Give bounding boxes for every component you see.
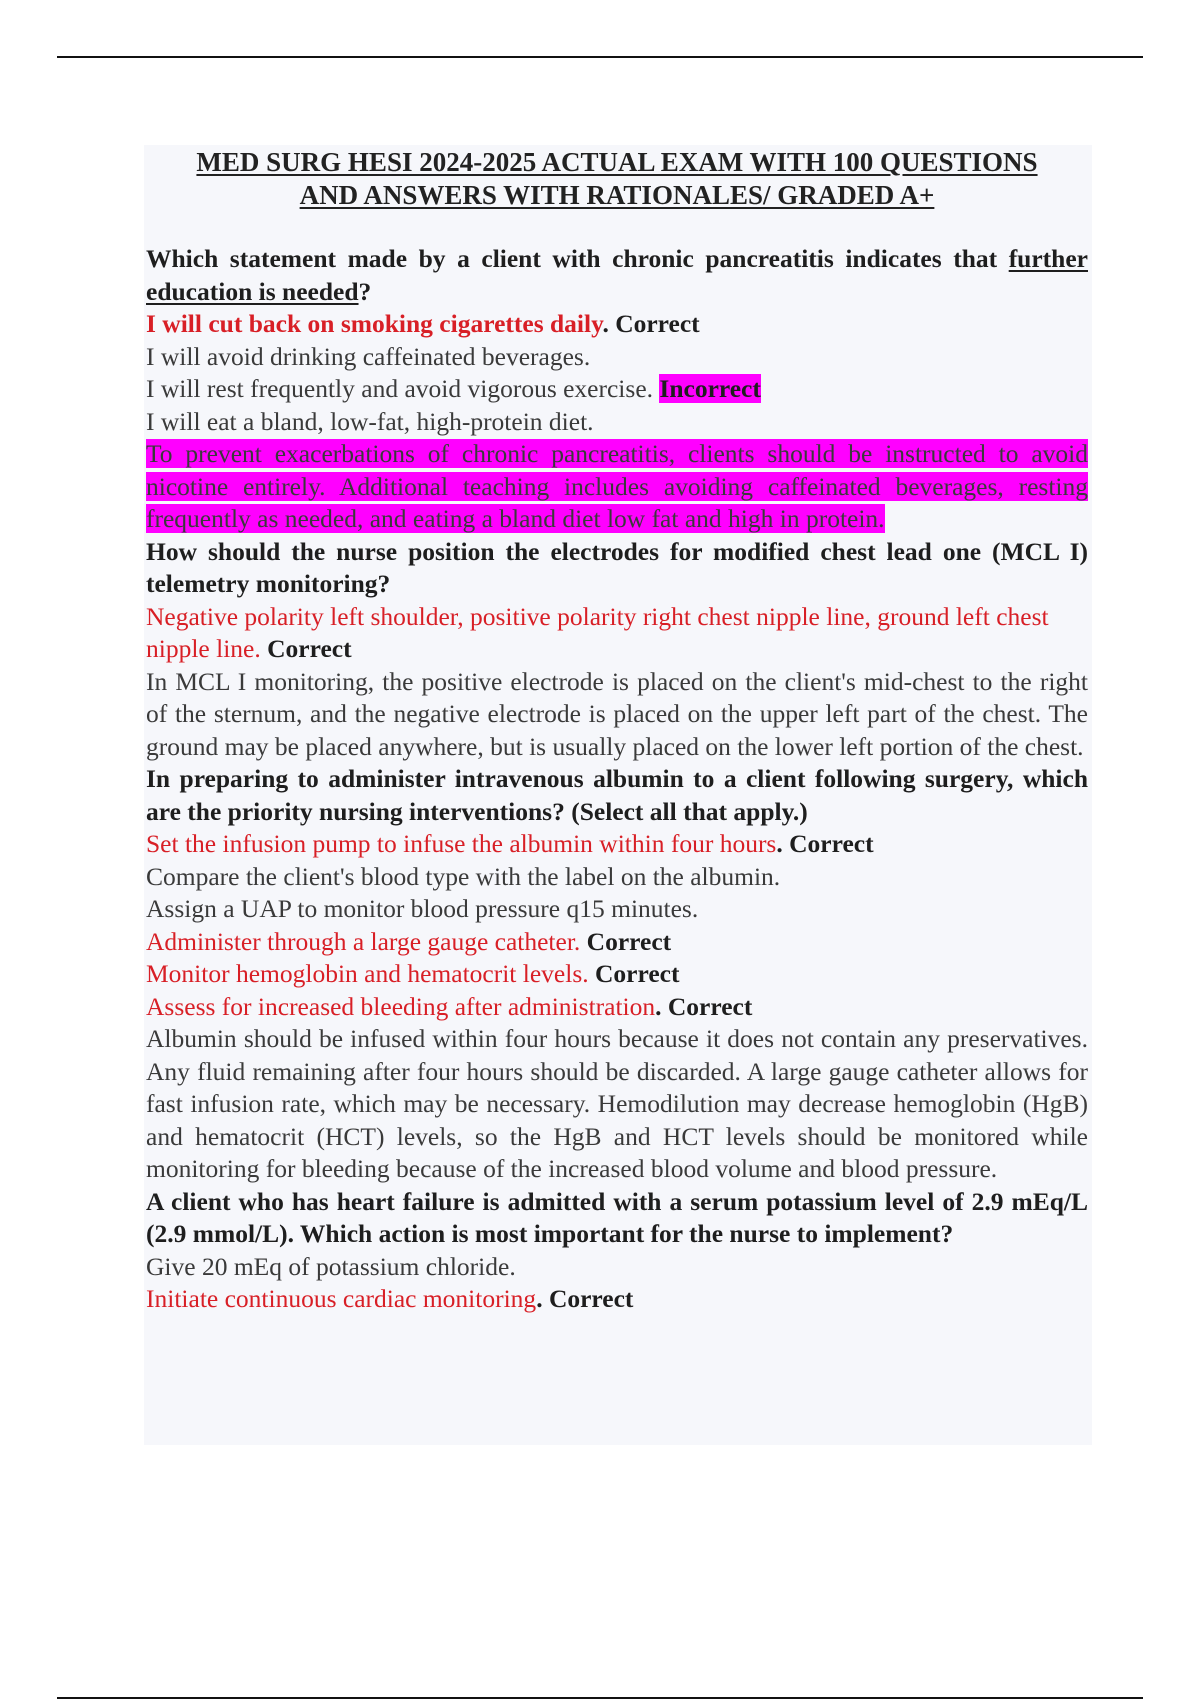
q3-correct-answer-1 [146,828,1088,861]
question-1-text-a: Which statement made by a client with chronic pancreatitis indicates that [146,244,1009,273]
rationale-text: To prevent exacerbations of chronic pancreatitis, clients should be instructed to avoid nicotine entirely. Additional teaching includes avoiding caffeinated beverages, resting frequently as needed, and eating a bland diet low fat and high in protein. [146,439,1088,533]
correct-label: . Correct [655,991,753,1021]
footer-rule [57,1697,1143,1699]
q3-option-1: Compare the client's blood type with the label on the albumin. [146,861,781,891]
q2-correct-answer [146,601,1088,666]
question-1-underlined: further education is needed [146,244,1088,306]
question-1-text-b: ? [358,276,372,306]
q3-option-2: Assign a UAP to monitor blood pressure q15 minutes. [146,894,699,923]
q2-rationale: In MCL I monitoring, the positive electrode is placed on the client's mid-chest to the right of the sternum, and the negative electrode is placed on the upper left part of the chest. The ground may be placed anywhere, but is usually placed on the lower left portion of the chest. [146,666,1088,761]
q1-correct-answer [146,308,1088,341]
answer-text: Monitor hemoglobin and hematocrit levels. [146,959,595,988]
correct-label: . Correct [536,1284,634,1313]
incorrect-label: Incorrect [659,374,761,403]
title-line-1: MED SURG HESI 2024-2025 ACTUAL EXAM WITH 100 QUESTIONS [196,147,1038,177]
answer-text: Initiate continuous cardiac monitoring [146,1284,537,1313]
correct-label: Correct [595,959,680,988]
q3-rationale: Albumin should be infused within four hours because it does not contain any preservatives. Any fluid remaining after four hours should be discarded. A large gauge catheter allows for fast infusion rate, which may be necessary. Hemodilution may decrease hemoglobin (HgB) and hematocrit (HCT) levels, so the HgB and HCT levels should be monitored while monitoring for bleeding because of the increased blood volume and blood pressure. [146,1024,1088,1183]
question-2: How should the nurse position the electrodes for modified chest lead one (MCL I) telemetry monitoring? [146,536,1088,598]
answer-text: Assess for increased bleeding after administration [146,991,656,1021]
question-3: In preparing to administer intravenous albumin to a client following surgery, which are the priority nursing interventions? (Select all that apply.) [146,764,1088,826]
correct-label: Correct [267,634,352,663]
q1-rationale [146,438,1088,536]
q3-correct-answer-2 [146,926,1088,959]
q3-correct-answer-3 [146,958,1088,991]
q3-correct-answer-4 [146,991,1088,1024]
document-title [146,146,1088,211]
answer-text: I will cut back on smoking cigarettes daily [146,309,603,338]
q4-correct-answer-1 [146,1283,1088,1316]
header-rule [57,56,1143,58]
answer-text: Administer through a large gauge catheter. [146,926,587,956]
correct-label: . Correct [776,829,874,858]
document-content [146,146,1088,1316]
question-4: A client who has heart failure is admitted with a serum potassium level of 2.9 mEq/L (2.9 mmol/L). Which action is most important for the nurse to implement? [146,1186,1088,1248]
title-line-2: AND ANSWERS WITH RATIONALES/ GRADED A+ [299,179,935,210]
q1-option-1: I will avoid drinking caffeinated beverages. [146,341,591,371]
option-text: I will rest frequently and avoid vigorous exercise. [146,374,660,403]
q1-option-2 [146,373,1088,406]
answer-text: Set the infusion pump to infuse the albumin within four hours [146,829,777,858]
correct-label: . Correct [602,309,700,338]
answer-text: Negative polarity left shoulder, positive polarity right chest nipple line, ground left chest nipple line. [146,601,1049,663]
correct-label: Correct [586,926,672,956]
q4-option-1: Give 20 mEq of potassium chloride. [146,1251,516,1281]
question-1 [146,243,1088,308]
q1-option-3: I will eat a bland, low-fat, high-protein diet. [146,406,594,436]
